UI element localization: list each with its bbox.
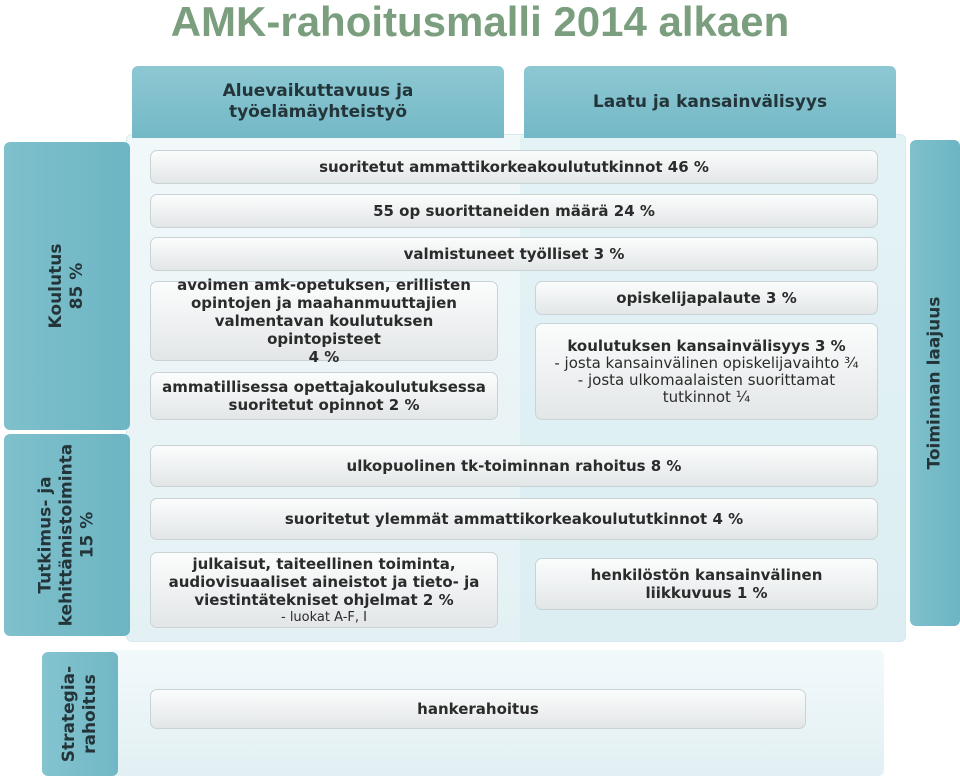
item-tyolliset: valmistuneet työlliset 3 % — [150, 237, 878, 271]
item-tutkinnot: suoritetut ammattikorkeakoulututkinnot 46 % — [150, 150, 878, 184]
side-koulutus — [4, 142, 130, 430]
item-julkaisut-line2: audiovisuaaliset aineistot ja tieto- ja — [168, 572, 480, 591]
side-koulutus-line2: 85 % — [67, 262, 87, 310]
item-ulkopuolinen: ulkopuolinen tk-toiminnan rahoitus 8 % — [150, 445, 878, 487]
side-strategia-line2: rahoitus — [80, 674, 100, 754]
header-regional-line2: työelämäyhteistyö — [228, 102, 408, 122]
item-henkilosto-line1: henkilöstön kansainvälinen — [590, 566, 823, 584]
item-opettaja — [150, 372, 498, 420]
item-kansainvalisyys-line2: - josta ulkomaalaisten suorittamat — [577, 371, 836, 389]
header-regional-line1: Aluevaikuttavuus ja — [222, 81, 414, 101]
item-kansainvalisyys-title: koulutuksen kansainvälisyys 3 % — [567, 337, 846, 355]
item-avoimen-line2: opintojen ja maahanmuuttajien — [191, 294, 457, 312]
item-opettaja-line2: suoritetut opinnot 2 % — [228, 396, 420, 414]
item-hankerahoitus: hankerahoitus — [150, 689, 806, 729]
side-tutkimus-line2: kehittämistoiminta — [56, 443, 77, 627]
item-henkilosto-line2: liikkuvuus 1 % — [645, 584, 768, 602]
item-julkaisut-note: - luokat A-F, I — [281, 609, 367, 625]
header-regional-impact — [132, 66, 504, 138]
side-toiminnan-laajuus — [910, 140, 960, 626]
item-ylemmat: suoritetut ylemmät ammattikorkeakoulututkinnot 4 % — [150, 498, 878, 540]
item-julkaisut — [150, 552, 498, 628]
item-julkaisut-line1: julkaisut, taiteellinen toiminta, — [192, 554, 456, 573]
item-kansainvalisyys — [535, 323, 878, 420]
side-tutkimus-line1: Tutkimus- ja — [35, 476, 56, 594]
item-opettaja-line1: ammatillisessa opettajakoulutuksessa — [162, 378, 486, 396]
item-avoimen-line4: 4 % — [308, 348, 340, 366]
item-kansainvalisyys-line3: tutkinnot ¼ — [662, 388, 751, 406]
side-tutkimus-line3: 15 % — [77, 511, 98, 559]
item-palaute: opiskelijapalaute 3 % — [535, 281, 878, 315]
header-quality: Laatu ja kansainvälisyys — [524, 66, 896, 138]
side-strategia-line1: Strategia- — [59, 665, 79, 763]
item-henkilosto — [535, 558, 878, 610]
item-op55: 55 op suorittaneiden määrä 24 % — [150, 194, 878, 228]
item-kansainvalisyys-line1: - josta kansainvälinen opiskelijavaihto ¾ — [554, 354, 859, 372]
side-koulutus-line1: Koulutus — [46, 243, 66, 329]
page-title: AMK-rahoitusmalli 2014 alkaen — [170, 0, 790, 45]
side-strategia — [42, 652, 118, 776]
side-toiminnan-label: Toiminnan laajuus — [924, 296, 945, 470]
item-julkaisut-line3: viestintätekniset ohjelmat 2 % — [194, 590, 454, 609]
side-tutkimus — [4, 434, 130, 636]
item-avoimen-line3: valmentavan koulutuksen opintopisteet — [214, 312, 434, 348]
item-avoimen — [150, 276, 498, 366]
item-avoimen-line1: avoimen amk-opetuksen, erillisten — [177, 276, 471, 294]
